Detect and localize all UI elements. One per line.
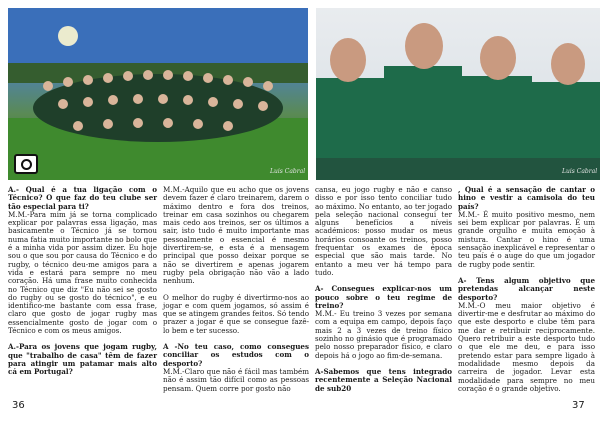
answer: M.M.- É muito positivo mesmo, nem sei bem explicar por palavras. É um grande orgulho e muita emoção à mistura. Cantar o hino é uma sensação inexplicável e representar o teu país é o auge do que um jogador de rugby pode sentir. — [458, 209, 595, 269]
answer: M.M.-Aquilo que eu acho que os jovens devem fazer é claro treinarem, darem o máximo dentro e fora dos treinos, treinar em casa sozinhos ou chegarem mais cedo aos treinos, ser os últimos a sair, isto tudo é muito importante mas pessoalmente o essencial é mesmo divertirem-se, e esta é a mensagem principal que posso deixar porque se não se divertirem e apenas jogarem rugby pela obrigação não vão a lado nenhum. — [163, 185, 309, 286]
team-photo — [8, 8, 308, 180]
answer: O melhor do rugby é divertirmo-nos ao jogar e com quem jogamos, só assim é que se atingem grandes feitos. Só tendo prazer a jogar é que se consegue fazê-lo bem e ter sucesso. — [163, 292, 309, 335]
page-number-left: 36 — [12, 400, 25, 411]
camera-icon — [14, 154, 38, 174]
team-photo-graphic — [8, 8, 308, 180]
anthem-photo-graphic — [316, 8, 600, 180]
answer: M.M.- Eu treino 3 vezes por semana com a equipa em campo, depois faço mais 2 a 3 vezes de treino físico sozinho no ginásio que é programado pelo nosso preparador físico, e claro depois há o jogo ao fim-de-semana. — [315, 309, 452, 360]
answer: M.M.-Claro que não é fácil mas também não é assim tão difícil como as pessoas pensam. Quem corre por gosto não — [163, 366, 309, 393]
question: A.- Qual é a tua ligação com o Técnico? O que faz do teu clube ser tão especial para ti? — [8, 185, 157, 211]
answer: M.M.-O meu maior objetivo é divertir-me e desfrutar ao máximo do que este desporto e clube têm para me dar e retribuir reciprocamente. Quero retribuir a este desporto tudo o que ele me deu, e para isso pretendo estar para sempre ligado à modalidade mesmo depois da carreira de jogador. Levar esta modalidade para sempre no meu coração é o grande objetivo. — [458, 300, 595, 393]
question: A -No teu caso, como consegues conciliar os estudos com o desporto? — [163, 342, 309, 368]
question: A- Tens algum objetivo que pretendas alcançar neste desporto? — [458, 275, 595, 302]
answer: M.M.-Para mim já se torna complicado explicar por palavras essa ligação, mas basicamente o Técnico já se tornou numa fatia muito importante no bolo que é a minha vida por assim dizer. Eu hoje sou o que sou por causa do Técnico e do rugby, o técnico deu-me amigos para a vida e estará para sempre no meu coração. Há uma frase muito conhecida no Técnico que diz "Eu não sei se gosto do rugby ou se gosto do técnico", e eu identifico-me bastante com essa frase, claro que gosto de jogar rugby mas essencialmente gosto de jogar com o Técnico e com os meus amigos. — [8, 209, 157, 336]
photographer-signature: Luis Cabral — [562, 168, 598, 175]
text-column-2 — [163, 186, 309, 401]
photographer-signature: Luis Cabral — [270, 168, 306, 175]
text-column-1 — [8, 186, 157, 385]
page-number-right: 37 — [572, 400, 585, 411]
answer: cansa, eu jogo rugby e não e canso disso e por isso tento conciliar tudo ao máximo. No entanto, ao ter jogado pela seleção nacional consegui ter alguns benefícios a níveis académicos: posso mudar os meus horários consoante os treinos, posso frequentar os exames de época especial que são mais tarde. No entanto a meu ver há tempo para tudo. — [315, 185, 452, 277]
text-column-3 — [315, 186, 452, 401]
question: A- Consegues explicar-nos um pouco sobre o teu regime de treino? — [315, 284, 452, 310]
anthem-photo — [316, 8, 600, 180]
text-column-4 — [458, 186, 595, 401]
question: A.-Para os jovens que jogam rugby, que "trabalho de casa" têm de fazer para atingir um patamar mais alto cá em Portugal? — [8, 342, 157, 377]
question: , Qual é a sensação de cantar o hino e vestir a camisola do teu país? — [458, 185, 595, 211]
question: A-Sabemos que tens integrado recentemente a Seleção Nacional de sub20 — [315, 366, 452, 393]
